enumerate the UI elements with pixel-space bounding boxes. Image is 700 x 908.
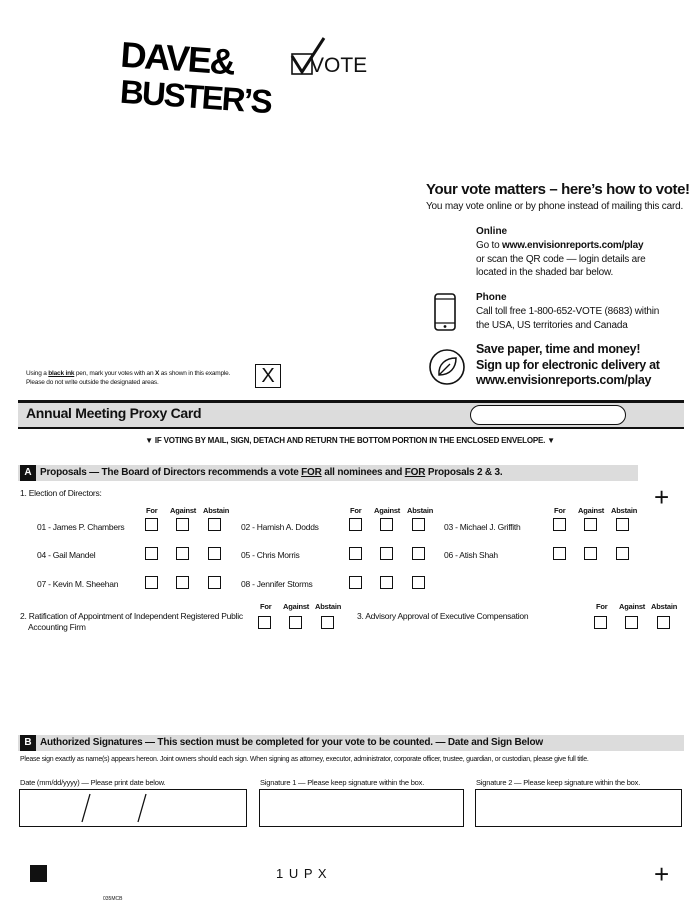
nominee-label: 03 - Michael J. Griffith	[444, 522, 521, 532]
col-for: For	[350, 506, 362, 515]
instr-c: pen, mark your votes with an	[74, 370, 155, 377]
phone-section	[476, 292, 659, 332]
col-against: Against	[619, 602, 646, 611]
svg-text:BUSTER’S: BUSTER’S	[118, 72, 273, 121]
registration-plus-top: +	[654, 482, 670, 512]
col-for: For	[596, 602, 608, 611]
paperless-section	[476, 342, 660, 389]
col-against: Against	[283, 602, 310, 611]
sa-t2: all nominees and	[321, 467, 405, 478]
nominee-label: 04 - Gail Mandel	[37, 550, 96, 560]
signature-1-box[interactable]	[259, 789, 464, 827]
vote-abstain-checkbox[interactable]	[208, 576, 221, 589]
proposal-2-label-cont: Accounting Firm	[28, 622, 86, 632]
vote-info-title: Your vote matters – here’s how to vote!	[426, 181, 690, 198]
instructions-line2: Please do not write outside the designated areas.	[26, 379, 159, 386]
nominee-label: 02 - Hamish A. Dodds	[241, 522, 319, 532]
vote-abstain-checkbox[interactable]	[412, 547, 425, 560]
vote-for-checkbox[interactable]	[145, 547, 158, 560]
small-form-code: 035MCB	[103, 896, 123, 902]
proposal-2-against-checkbox[interactable]	[289, 616, 302, 629]
vote-against-checkbox[interactable]	[584, 518, 597, 531]
signature-note: Please sign exactly as name(s) appears hereon. Joint owners should each sign. When signing as attorney, executor, administrator, corporate officer, trustee, guardian, or custodian, please give full title.	[20, 756, 589, 763]
phone-line2: the USA, US territories and Canada	[476, 319, 628, 331]
proposal-3-abstain-checkbox[interactable]	[657, 616, 670, 629]
signature-2-label: Signature 2 — Please keep signature within the box.	[476, 778, 641, 787]
col-abstain: Abstain	[315, 602, 342, 611]
vote-abstain-checkbox[interactable]	[616, 547, 629, 560]
online-url-link[interactable]: www.envisionreports.com/play	[502, 240, 644, 251]
vote-logo	[290, 36, 368, 80]
vote-logo-text: VOTE	[310, 54, 368, 77]
section-a-heading	[40, 467, 502, 478]
form-code: 1 U P X	[276, 866, 328, 881]
instructions-line1	[26, 370, 230, 377]
proxy-card-title: Annual Meeting Proxy Card	[26, 405, 202, 421]
vote-against-checkbox[interactable]	[176, 547, 189, 560]
leaf-icon	[428, 348, 466, 386]
vote-abstain-checkbox[interactable]	[208, 547, 221, 560]
vote-abstain-checkbox[interactable]	[412, 518, 425, 531]
proposal-2-for-checkbox[interactable]	[258, 616, 271, 629]
paperless-url-link[interactable]: www.envisionreports.com/play	[476, 373, 652, 387]
vote-against-checkbox[interactable]	[584, 547, 597, 560]
vote-for-checkbox[interactable]	[349, 576, 362, 589]
nominee-label: 01 - James P. Chambers	[37, 522, 125, 532]
instr-e: as shown in this example.	[159, 370, 231, 377]
date-input-box[interactable]	[19, 789, 247, 827]
vote-for-checkbox[interactable]	[553, 547, 566, 560]
nominee-label: 07 - Kevin M. Sheehan	[37, 579, 119, 589]
online-heading: Online	[476, 226, 508, 237]
vote-against-checkbox[interactable]	[380, 576, 393, 589]
vote-against-checkbox[interactable]	[176, 518, 189, 531]
instr-b: black ink	[48, 370, 75, 377]
proposal-3-against-checkbox[interactable]	[625, 616, 638, 629]
col-for: For	[146, 506, 158, 515]
proposal-2-label: 2. Ratification of Appointment of Independent Registered Public	[20, 611, 243, 621]
sa-t1: Proposals — The Board of Directors recommends a vote	[40, 467, 302, 478]
nominee-label: 08 - Jennifer Storms	[241, 579, 313, 589]
vote-for-checkbox[interactable]	[553, 518, 566, 531]
vote-for-checkbox[interactable]	[349, 518, 362, 531]
vote-abstain-checkbox[interactable]	[412, 576, 425, 589]
signature-1-label: Signature 1 — Please keep signature within the box.	[260, 778, 425, 787]
vote-against-checkbox[interactable]	[176, 576, 189, 589]
date-label: Date (mm/dd/yyyy) — Please print date below.	[20, 778, 166, 787]
example-mark-box: X	[255, 364, 281, 388]
sa-for1: FOR	[301, 467, 322, 478]
signature-2-box[interactable]	[475, 789, 682, 827]
col-abstain: Abstain	[651, 602, 678, 611]
col-against: Against	[170, 506, 197, 515]
registration-plus-bottom: +	[654, 859, 670, 889]
vote-for-checkbox[interactable]	[349, 547, 362, 560]
section-a-badge: A	[20, 465, 36, 481]
col-against: Against	[374, 506, 401, 515]
control-number-field	[470, 405, 626, 425]
instr-a: Using a	[26, 370, 49, 377]
phone-icon	[432, 293, 458, 331]
nominee-label: 05 - Chris Morris	[241, 550, 300, 560]
vote-info-subtitle: You may vote online or by phone instead of mailing this card.	[426, 201, 684, 212]
vote-for-checkbox[interactable]	[145, 518, 158, 531]
section-b-heading: Authorized Signatures — This section must be completed for your vote to be counted. — Date and Sign Below	[40, 737, 543, 748]
registration-square	[30, 865, 47, 882]
mail-instructions: ▼ IF VOTING BY MAIL, SIGN, DETACH AND RETURN THE BOTTOM PORTION IN THE ENCLOSED ENVELOPE. ▼	[145, 436, 555, 445]
sa-t3: Proposals 2 & 3.	[425, 467, 503, 478]
instr-d: X	[155, 370, 160, 377]
section-b-badge: B	[20, 735, 36, 751]
col-abstain: Abstain	[203, 506, 230, 515]
phone-line1: Call toll free 1-800-652-VOTE (8683) within	[476, 306, 660, 317]
proposal-2-abstain-checkbox[interactable]	[321, 616, 334, 629]
online-section	[476, 226, 646, 280]
dave-busters-logo	[118, 33, 273, 121]
election-label: 1. Election of Directors:	[20, 488, 102, 498]
proposal-3-label: 3. Advisory Approval of Executive Compensation	[357, 611, 529, 621]
col-for: For	[260, 602, 272, 611]
online-line3: located in the shaded bar below.	[476, 267, 614, 278]
date-separators	[20, 790, 244, 824]
col-abstain: Abstain	[407, 506, 434, 515]
svg-text:DAVE&: DAVE&	[119, 33, 236, 83]
paperless-line2: Sign up for electronic delivery at	[476, 357, 660, 372]
online-line1-prefix: Go to	[476, 240, 503, 251]
proposal-3-for-checkbox[interactable]	[594, 616, 607, 629]
col-against: Against	[578, 506, 605, 515]
online-line2: or scan the QR code — login details are	[476, 253, 646, 265]
col-abstain: Abstain	[611, 506, 638, 515]
vote-for-checkbox[interactable]	[145, 576, 158, 589]
vote-abstain-checkbox[interactable]	[208, 518, 221, 531]
vote-abstain-checkbox[interactable]	[616, 518, 629, 531]
col-for: For	[554, 506, 566, 515]
vote-against-checkbox[interactable]	[380, 547, 393, 560]
sa-for2: FOR	[404, 467, 426, 478]
paperless-line1: Save paper, time and money!	[476, 342, 641, 356]
vote-against-checkbox[interactable]	[380, 518, 393, 531]
phone-heading: Phone	[476, 292, 507, 303]
nominee-label: 06 - Atish Shah	[444, 550, 498, 560]
